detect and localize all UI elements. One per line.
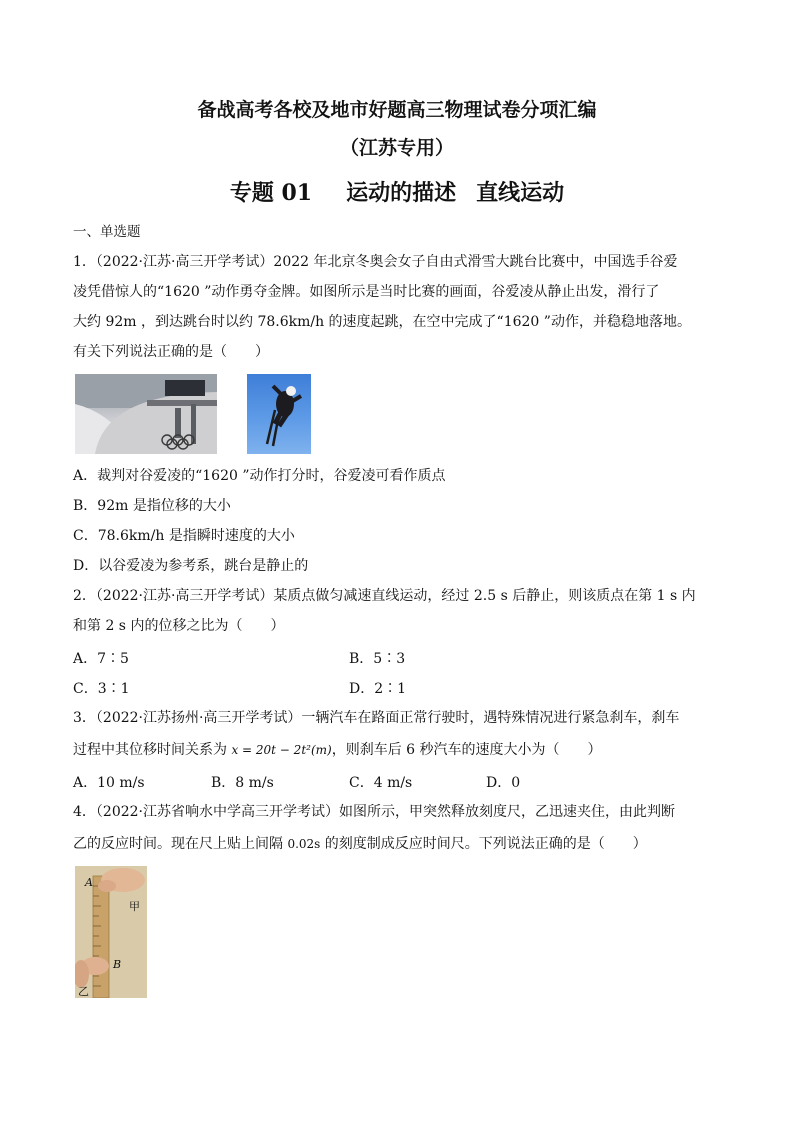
- q1-line-3: 大约 92m ，到达跳台时以约 78.6km/h 的速度起跳，在空中完成了“1620 ”动作，并稳稳地落地。: [73, 314, 691, 330]
- q3-option-d: D．0: [486, 775, 521, 791]
- q2-option-c: C．3∶1: [73, 681, 130, 697]
- ruler-label-a: A: [85, 876, 93, 889]
- topic-heading: [0, 176, 794, 207]
- q3-option-b: B．8 m/s: [211, 775, 274, 791]
- q2-option-d: D．2∶1: [349, 681, 407, 697]
- q2-option-b: B．5∶3: [349, 651, 406, 667]
- q2-line-1: 2．（2022·江苏·高三开学考试）某质点做匀减速直线运动，经过 2.5 s 后静止，则该质点在第 1 s 内: [73, 588, 696, 604]
- q3-line-2-end: ，则刹车后 6 秒汽车的速度大小为（ ）: [331, 742, 602, 758]
- q1-line-1: 1．（2022·江苏·高三开学考试）2022 年北京冬奥会女子自由式滑雪大跳台比赛中，中国选手谷爱: [73, 254, 678, 270]
- reaction-ruler-photo: [75, 866, 147, 998]
- document-title: 备战高考各校及地市好题高三物理试卷分项汇编: [197, 99, 597, 121]
- q4-line-2: [73, 834, 647, 854]
- q4-formula: 0.02s: [287, 837, 321, 851]
- q3-line-1: 3．（2022·江苏扬州·高三开学考试）一辆汽车在路面正常行驶时，遇特殊情况进行紧急刹车，刹车: [73, 710, 680, 726]
- section-label: 一、单选题: [73, 224, 141, 240]
- q4-line-2-end: 的刻度制成反应时间尺。下列说法正确的是（ ）: [324, 836, 647, 852]
- topic-name-b: 直线运动: [476, 180, 565, 206]
- q1-option-b: B．92m 是指位移的大小: [73, 498, 231, 514]
- q3-option-c: C．4 m/s: [349, 775, 413, 791]
- q2-line-2: 和第 2 s 内的位移之比为（ ）: [73, 618, 285, 634]
- q3-option-a: A．10 m/s: [73, 775, 145, 791]
- q3-line-2-start: 过程中其位移时间关系为: [73, 742, 227, 758]
- q1-option-a: A．裁判对谷爱凌的“1620 ”动作打分时，谷爱凌可看作质点: [73, 468, 446, 484]
- q3-formula: x = 20t − 2t²(m): [231, 743, 332, 757]
- ruler-label-jia: 甲: [129, 900, 140, 913]
- q2-option-a: A．7∶5: [73, 651, 129, 667]
- ruler-label-b: B: [113, 958, 122, 971]
- q3-line-2: [73, 740, 602, 760]
- topic-number: 专题 01: [229, 180, 313, 206]
- ruler-label-yi: 乙: [78, 985, 89, 998]
- skier-in-air-photo: [247, 374, 311, 454]
- q1-option-d: D．以谷爱凌为参考系，跳台是静止的: [73, 558, 309, 574]
- ski-jump-venue-photo: [75, 374, 217, 454]
- topic-name-a: 运动的描述: [346, 180, 457, 206]
- q1-option-c: C．78.6km/h 是指瞬时速度的大小: [73, 528, 295, 544]
- q1-line-4: 有关下列说法正确的是（ ）: [73, 344, 269, 360]
- q4-line-2-start: 乙的反应时间。现在尺上贴上间隔: [73, 836, 283, 852]
- document-subtitle: （江苏专用）: [339, 137, 454, 159]
- q4-line-1: 4．（2022·江苏省响水中学高三开学考试）如图所示，甲突然释放刻度尺，乙迅速夹住，由此判断: [73, 804, 675, 820]
- q1-line-2: 凌凭借惊人的“1620 ”动作勇夺金牌。如图所示是当时比赛的画面，谷爱凌从静止出发，滑行了: [73, 284, 660, 300]
